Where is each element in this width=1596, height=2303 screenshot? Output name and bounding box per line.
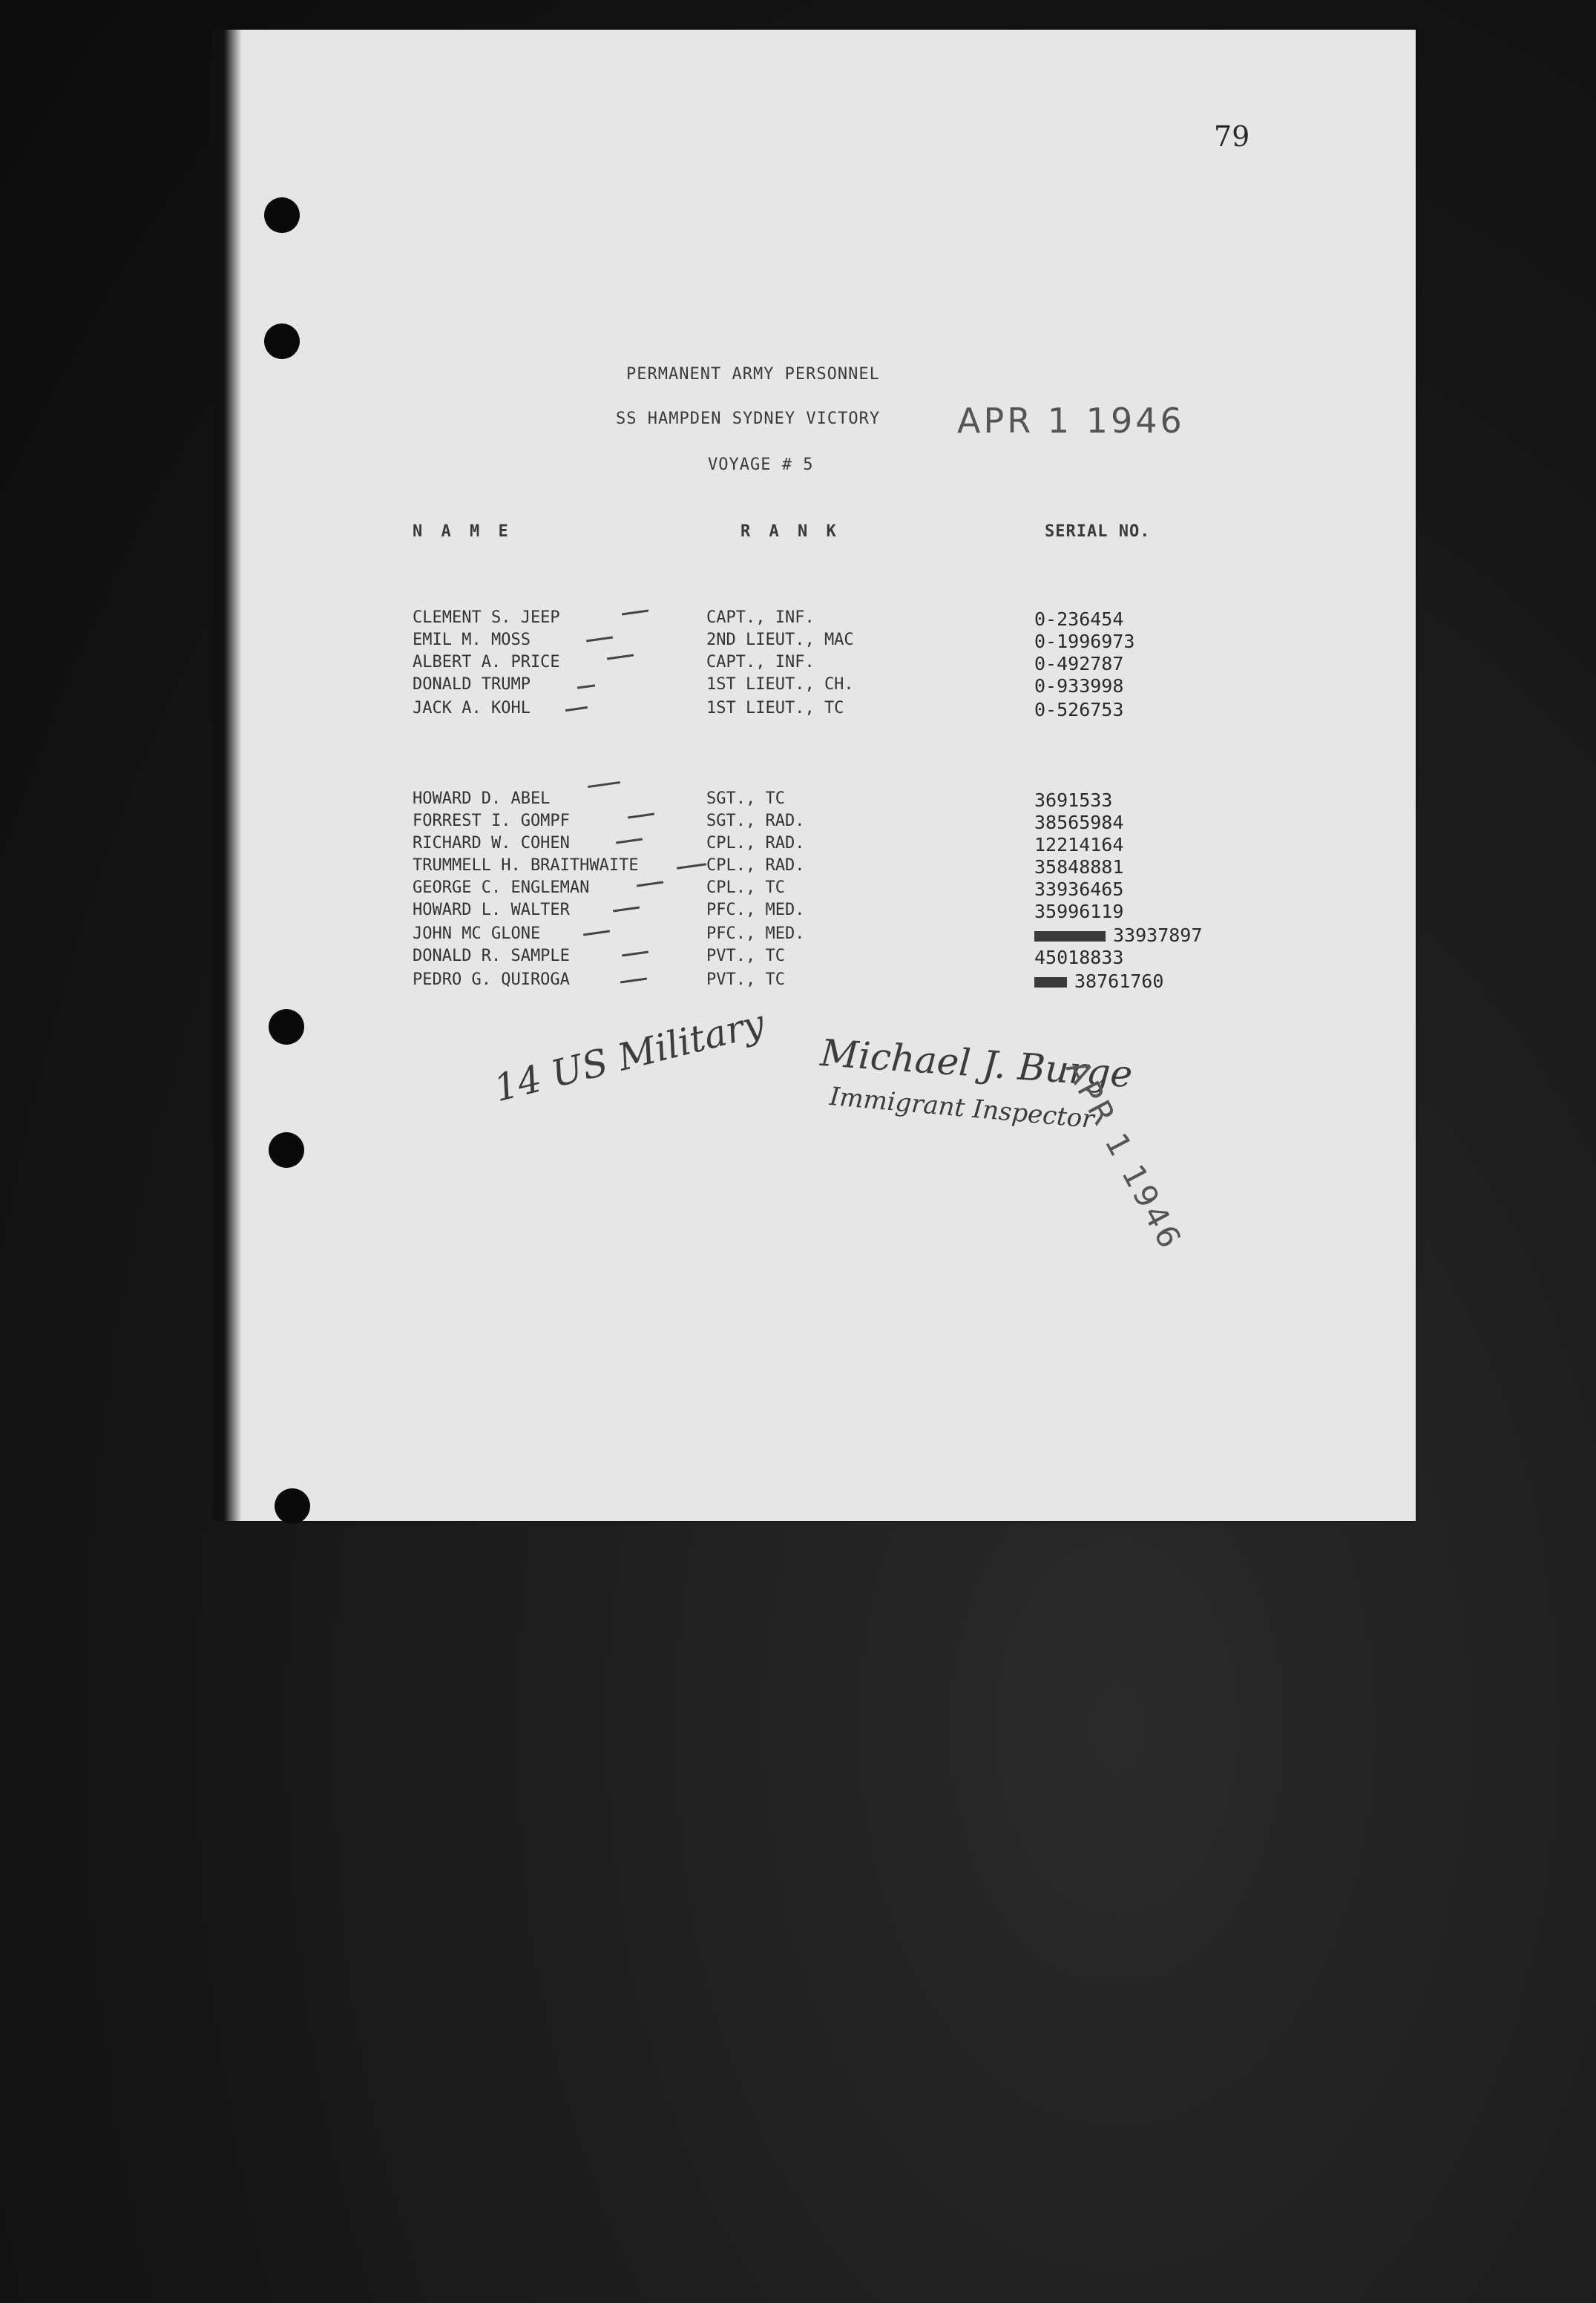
column-header-serial: SERIAL NO. <box>1045 522 1151 541</box>
cell-serial: 0-526753 <box>1034 699 1124 720</box>
handwritten-count: 14 US Military <box>490 1001 769 1111</box>
column-header-rank: R A N K <box>740 522 841 541</box>
table-row <box>413 834 1258 856</box>
cell-name: HOWARD D. ABEL <box>413 789 551 808</box>
cell-name: TRUMMELL H. BRAITHWAITE <box>413 856 639 875</box>
column-header-name: N A M E <box>413 522 513 541</box>
cell-rank: 1ST LIEUT., CH. <box>706 675 854 694</box>
cell-rank: CAPT., INF. <box>706 608 815 627</box>
check-mark <box>607 654 634 660</box>
binder-hole <box>264 323 300 359</box>
table-row <box>413 878 1258 901</box>
cell-serial-value: 33937897 <box>1113 924 1203 946</box>
table-row <box>413 608 1258 631</box>
cell-rank: PVT., TC <box>706 970 785 989</box>
struck-out-text <box>1034 977 1067 988</box>
check-mark <box>620 978 647 984</box>
cell-serial: 0-1996973 <box>1034 631 1135 652</box>
cell-rank: CPL., TC <box>706 878 785 897</box>
heading-line-1: PERMANENT ARMY PERSONNEL <box>626 365 880 384</box>
check-mark <box>583 930 610 936</box>
table-row <box>413 699 1258 721</box>
check-mark <box>613 907 640 913</box>
check-mark <box>586 637 613 643</box>
cell-serial: 38565984 <box>1034 812 1124 833</box>
check-mark <box>677 863 706 870</box>
heading-line-3: VOYAGE # 5 <box>708 456 814 474</box>
cell-serial: 12214164 <box>1034 834 1124 855</box>
table-row <box>413 675 1258 697</box>
cell-rank: SGT., TC <box>706 789 785 808</box>
cell-serial: 33936465 <box>1034 878 1124 900</box>
cell-rank: CPL., RAD. <box>706 834 805 852</box>
cell-name: CLEMENT S. JEEP <box>413 608 560 627</box>
cell-serial: 45018833 <box>1034 947 1124 968</box>
check-mark <box>577 684 595 689</box>
table-row <box>413 789 1258 812</box>
binder-hole <box>264 197 300 233</box>
cell-rank: CAPT., INF. <box>706 653 815 671</box>
table-row <box>413 947 1258 969</box>
cell-name: GEORGE C. ENGLEMAN <box>413 878 590 897</box>
table-row <box>413 901 1258 923</box>
cell-serial: 0-236454 <box>1034 608 1124 630</box>
cell-name: HOWARD L. WALTER <box>413 901 570 919</box>
binder-hole <box>269 1009 304 1045</box>
document-page <box>223 30 1416 1521</box>
cell-name: FORREST I. GOMPF <box>413 812 570 830</box>
cell-serial: 35848881 <box>1034 856 1124 878</box>
check-mark <box>616 838 643 844</box>
cell-rank: SGT., RAD. <box>706 812 805 830</box>
cell-serial <box>1034 970 1163 992</box>
cell-name: DONALD R. SAMPLE <box>413 947 570 965</box>
cell-rank: PFC., MED. <box>706 924 805 943</box>
check-mark <box>565 706 588 712</box>
page-number: 79 <box>1214 120 1250 153</box>
check-mark <box>637 881 663 887</box>
cell-serial: 3691533 <box>1034 789 1113 811</box>
cell-name: EMIL M. MOSS <box>413 631 531 649</box>
binder-hole <box>269 1132 304 1168</box>
binder-hole <box>275 1488 310 1524</box>
heading-line-2: SS HAMPDEN SYDNEY VICTORY <box>616 410 881 428</box>
cell-name: JOHN MC GLONE <box>413 924 541 943</box>
rotated-date-stamp: APR 1 1946 <box>1058 1054 1190 1257</box>
table-row <box>413 631 1258 653</box>
date-stamp: APR 1 1946 <box>957 401 1185 441</box>
torn-left-edge <box>212 30 242 1521</box>
cell-name: ALBERT A. PRICE <box>413 653 560 671</box>
cell-rank: 1ST LIEUT., TC <box>706 699 844 717</box>
cell-serial: 35996119 <box>1034 901 1124 922</box>
cell-rank: CPL., RAD. <box>706 856 805 875</box>
check-mark <box>622 610 648 616</box>
table-row <box>413 653 1258 675</box>
check-mark <box>628 813 654 819</box>
handwritten-title: Immigrant Inspector <box>828 1082 1096 1135</box>
table-row <box>413 856 1258 878</box>
cell-serial: 0-492787 <box>1034 653 1124 674</box>
table-row <box>413 970 1258 993</box>
cell-serial <box>1034 924 1202 946</box>
check-mark <box>622 951 648 957</box>
table-row <box>413 812 1258 834</box>
table-row <box>413 924 1258 947</box>
cell-name: DONALD TRUMP <box>413 675 531 694</box>
cell-name: JACK A. KOHL <box>413 699 531 717</box>
handwritten-signature: Michael J. Burge <box>818 1031 1134 1097</box>
cell-serial: 0-933998 <box>1034 675 1124 697</box>
cell-rank: PFC., MED. <box>706 901 805 919</box>
cell-name: RICHARD W. COHEN <box>413 834 570 852</box>
cell-serial-value: 38761760 <box>1074 970 1164 992</box>
cell-name: PEDRO G. QUIROGA <box>413 970 570 989</box>
struck-out-text <box>1034 931 1106 942</box>
cell-rank: 2ND LIEUT., MAC <box>706 631 854 649</box>
cell-rank: PVT., TC <box>706 947 785 965</box>
